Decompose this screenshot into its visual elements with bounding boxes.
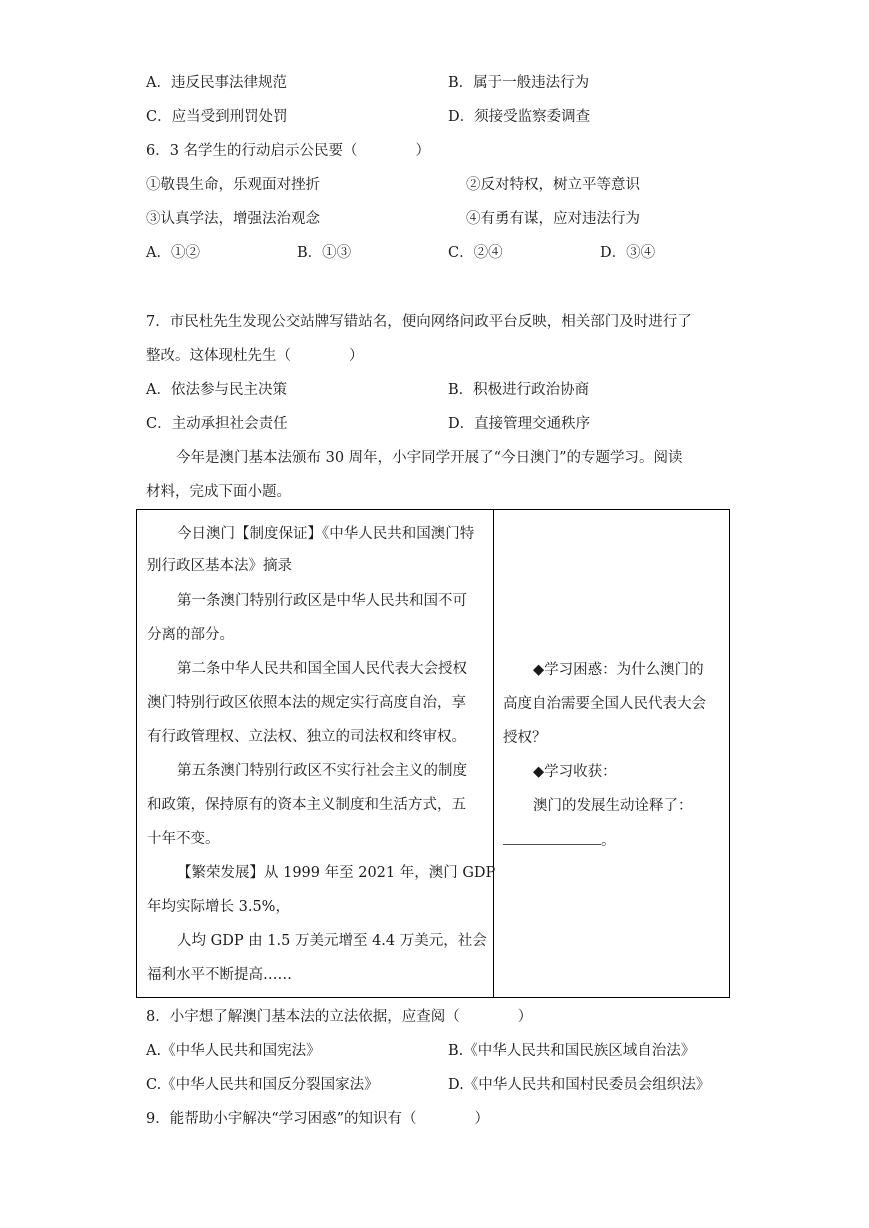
- material-table: [136, 509, 730, 998]
- q7-option-b: B．积极进行政治协商: [448, 382, 590, 398]
- material-line: 年均实际增长 3.5%，: [147, 899, 290, 915]
- material-line: 澳门特别行政区依照本法的规定实行高度自治，享: [147, 695, 466, 711]
- q6-item-1: ①敬畏生命，乐观面对挫折: [146, 177, 320, 193]
- material-line: 和政策，保持原有的资本主义制度和生活方式，五: [147, 797, 466, 813]
- learning-puzzle-line: 授权？: [503, 730, 547, 746]
- intro-line2: 材料，完成下面小题。: [146, 484, 291, 500]
- learning-puzzle-line: 高度自治需要全国人民代表大会: [503, 696, 706, 712]
- q5-option-c: C．应当受到刑罚处罚: [146, 109, 288, 125]
- q9-stem: 9．能帮助小宇解决“学习困惑”的知识有（ ）: [146, 1111, 490, 1127]
- blank-suffix: 。: [601, 833, 616, 849]
- q7-option-a: A．依法参与民主决策: [146, 382, 287, 398]
- material-line: 【繁荣发展】从 1999 年至 2021 年，澳门 GDP: [177, 865, 496, 881]
- q7-stem-line2: 整改。这体现杜先生（ ）: [146, 348, 364, 364]
- q8-option-a: A.《中华人民共和国宪法》: [146, 1043, 321, 1059]
- q8-option-b: B.《中华人民共和国民族区域自治法》: [448, 1043, 696, 1059]
- material-line: 别行政区基本法》摘录: [147, 558, 292, 574]
- material-line: 人均 GDP 由 1.5 万美元增至 4.4 万美元，社会: [177, 933, 487, 949]
- material-line: 第二条中华人民共和国全国人民代表大会授权: [177, 661, 467, 677]
- q7-option-d: D．直接管理交通秩序: [448, 416, 591, 432]
- material-line: 分离的部分。: [147, 627, 234, 643]
- q6-stem: 6．3 名学生的行动启示公民要（ ）: [146, 143, 431, 159]
- q7-option-c: C．主动承担社会责任: [146, 416, 288, 432]
- q8-option-d: D.《中华人民共和国村民委员会组织法》: [448, 1077, 711, 1093]
- q8-option-c: C.《中华人民共和国反分裂国家法》: [146, 1077, 379, 1093]
- answer-blank-line: [503, 830, 616, 851]
- q5-option-a: A．违反民事法律规范: [146, 75, 287, 91]
- learning-gain-line: 澳门的发展生动诠释了：: [533, 798, 693, 814]
- material-line: 十年不变。: [147, 831, 220, 847]
- material-line: 今日澳门【制度保证】《中华人民共和国澳门特: [177, 526, 475, 542]
- q7-stem-line1: 7．市民杜先生发现公交站牌写错站名，便向网络问政平台反映，相关部门及时进行了: [146, 314, 692, 330]
- q5-option-d: D．须接受监察委调查: [448, 109, 591, 125]
- q6-option-a: A．①②: [146, 245, 200, 261]
- learning-puzzle-line: ◆学习困惑：为什么澳门的: [533, 662, 704, 678]
- material-line: 福利水平不断提高……: [147, 967, 292, 983]
- q6-option-b: B．①③: [297, 245, 352, 261]
- learning-gain-label: ◆学习收获：: [533, 764, 617, 780]
- answer-blank[interactable]: [503, 830, 601, 845]
- material-line: 第五条澳门特别行政区不实行社会主义的制度: [177, 763, 467, 779]
- q6-item-4: ④有勇有谋，应对违法行为: [466, 211, 640, 227]
- material-line: 有行政管理权、立法权、独立的司法权和终审权。: [147, 729, 466, 745]
- q6-item-3: ③认真学法，增强法治观念: [146, 211, 320, 227]
- q6-option-c: C．②④: [448, 245, 503, 261]
- q6-item-2: ②反对特权，树立平等意识: [466, 177, 640, 193]
- q8-stem: 8．小宇想了解澳门基本法的立法依据，应查阅（ ）: [146, 1009, 533, 1025]
- material-line: 第一条澳门特别行政区是中华人民共和国不可: [177, 593, 467, 609]
- q5-option-b: B．属于一般违法行为: [448, 75, 590, 91]
- q6-option-d: D．③④: [600, 245, 656, 261]
- table-divider: [493, 510, 494, 997]
- intro-line1: 今年是澳门基本法颁布 30 周年，小宇同学开展了“今日澳门”的专题学习。阅读: [176, 450, 683, 466]
